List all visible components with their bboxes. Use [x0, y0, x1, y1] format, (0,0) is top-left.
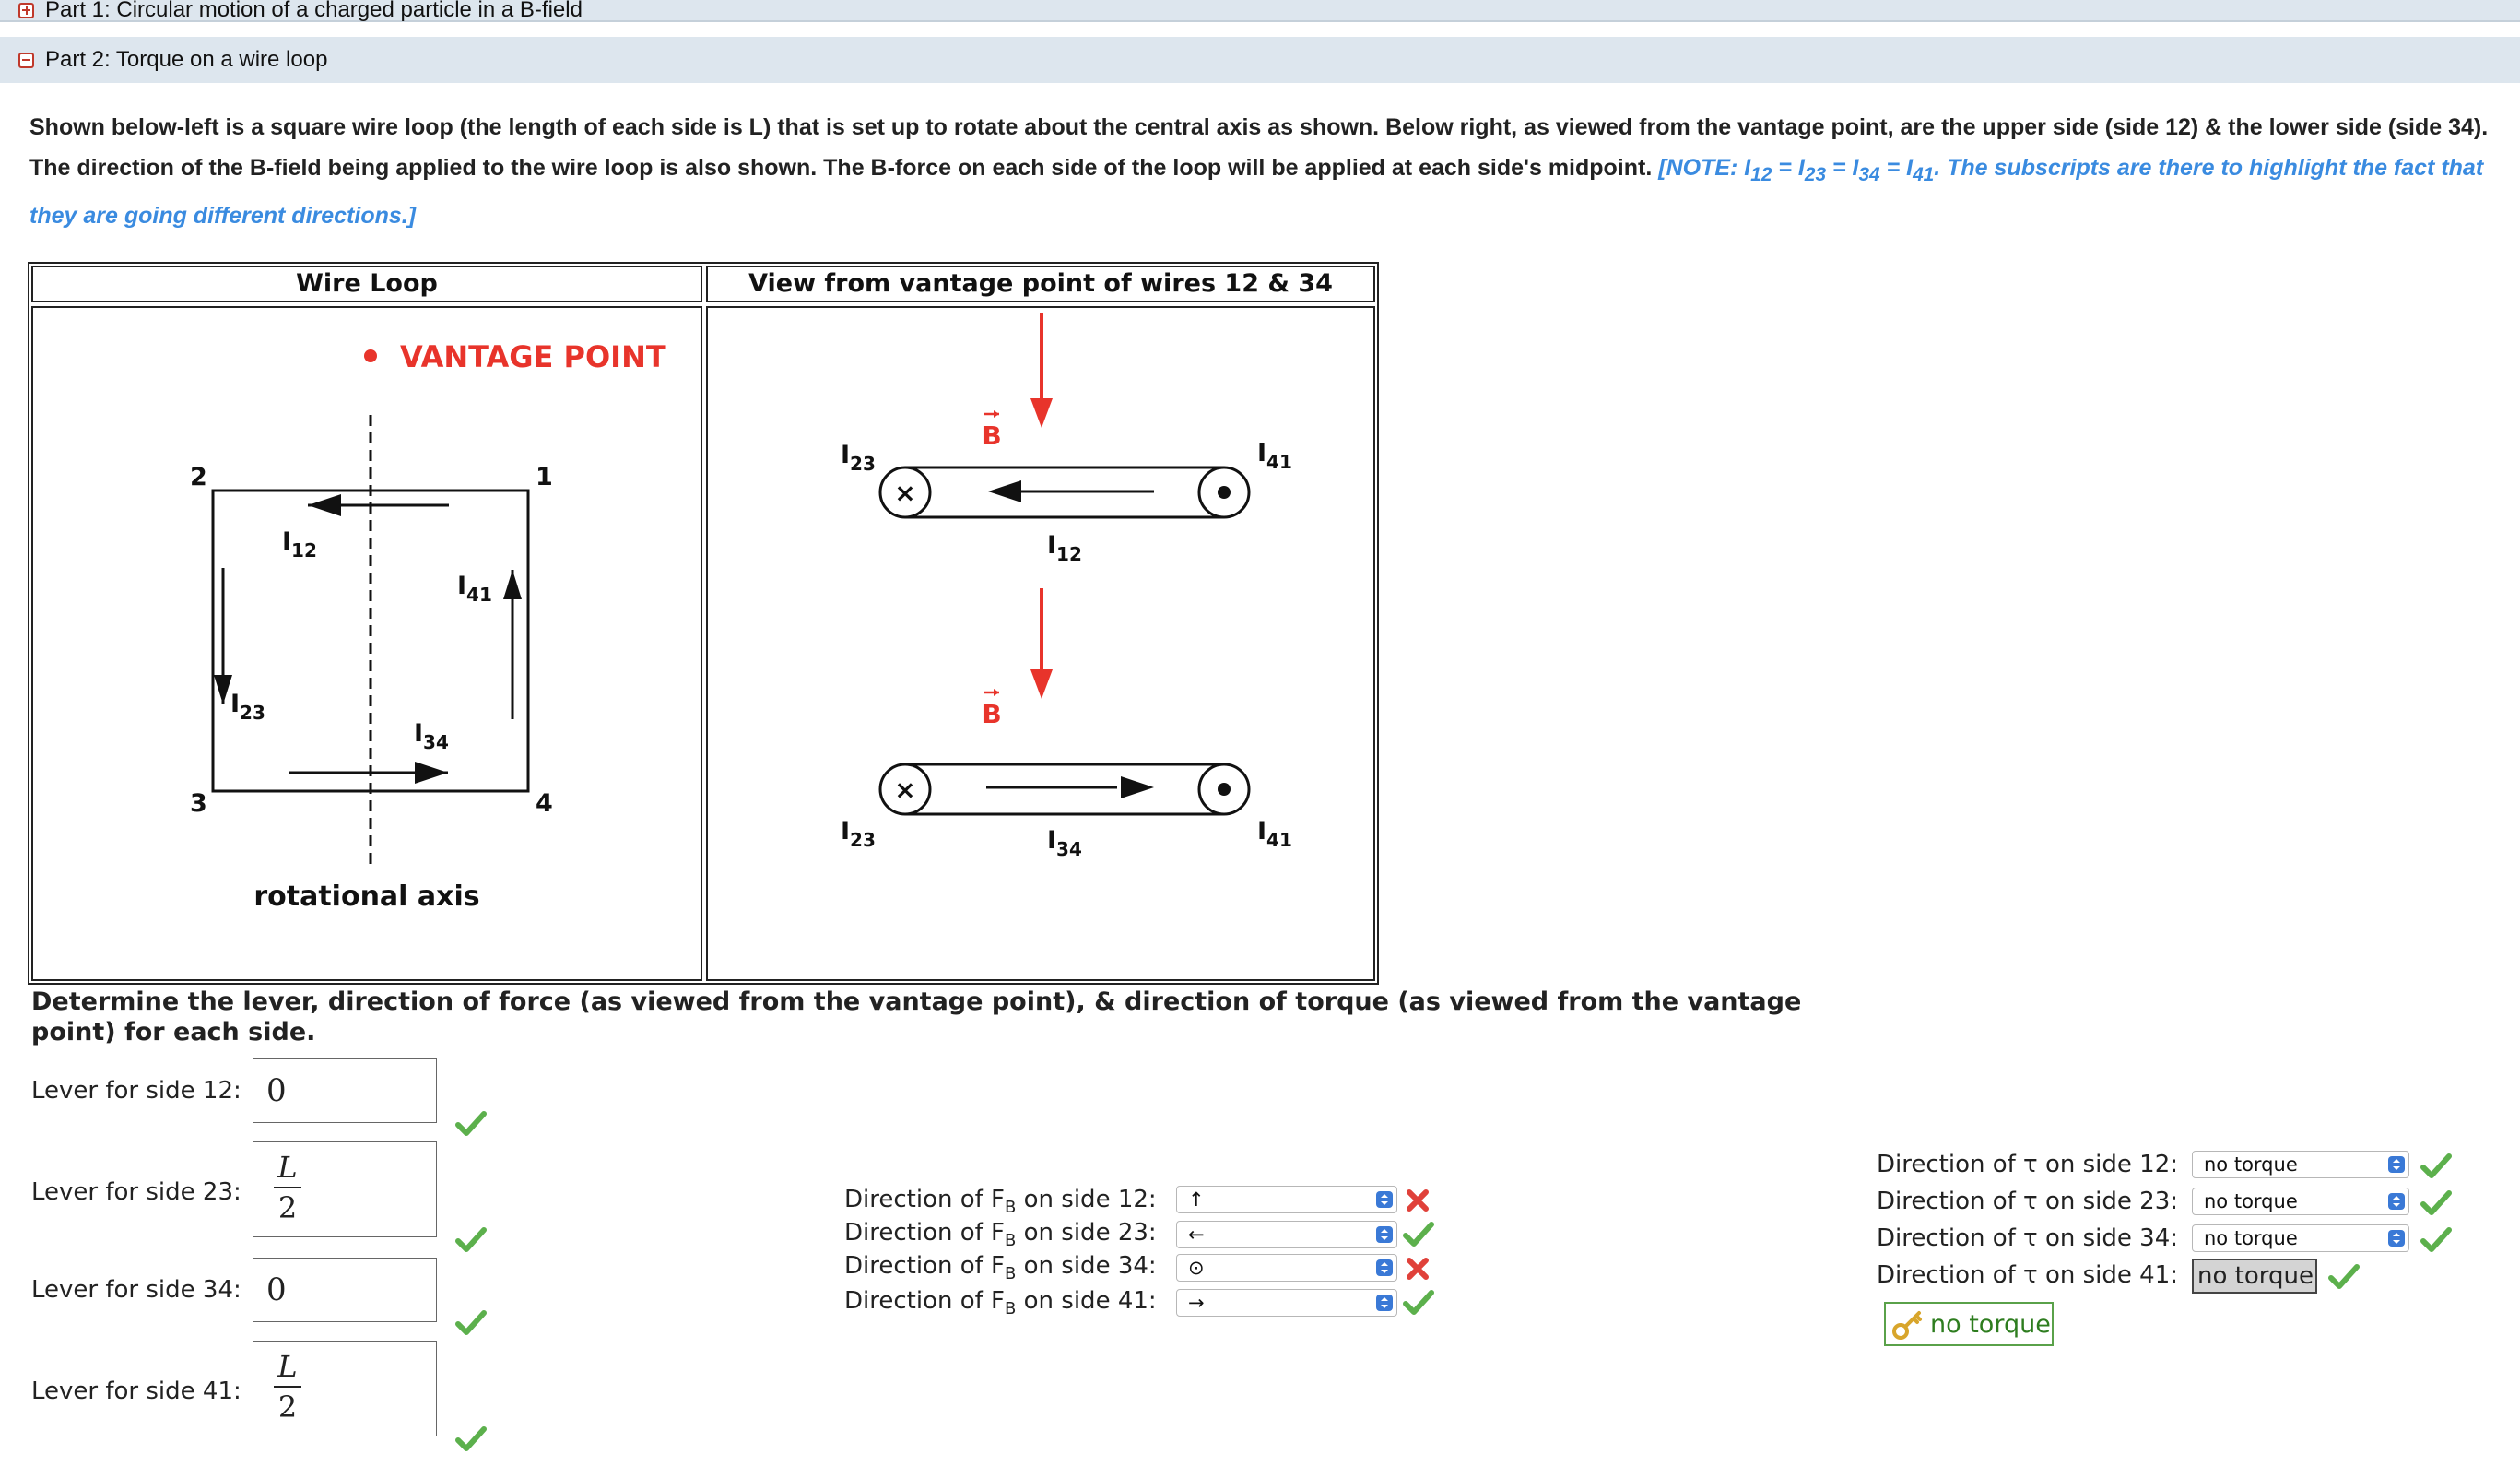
part1-header[interactable] [0, 0, 2520, 22]
lever-23-fraction: $\frac{L}{2}$ [274, 1148, 301, 1227]
cross-icon [1405, 1256, 1431, 1282]
check-icon [2420, 1189, 2452, 1217]
view-current-41-bottom: $I_{41}$ [1257, 817, 1292, 851]
part2-title: Part 2: Torque on a wire loop [45, 47, 328, 72]
torque-12-select[interactable]: no torque [2192, 1151, 2409, 1178]
current-12-label: $I_{12}$ [282, 527, 317, 562]
torque-34-select[interactable]: no torque [2192, 1224, 2409, 1252]
vantage-point-dot [364, 349, 377, 362]
current-34-label: $I_{34}$ [414, 719, 449, 753]
select-stepper-icon [1376, 1295, 1393, 1311]
select-stepper-icon [1376, 1259, 1393, 1276]
svg-text:×: × [894, 774, 916, 805]
lever-23-input[interactable] [253, 1141, 437, 1237]
view-current-23-top: $I_{23}$ [841, 441, 876, 475]
view-current-34: $I_{34}$ [1047, 826, 1082, 860]
check-icon [1403, 1221, 1434, 1248]
current-41-label: $I_{41}$ [457, 572, 492, 606]
select-stepper-icon [2388, 1230, 2405, 1247]
current-23-label: $I_{23}$ [230, 690, 265, 724]
torque-23-select[interactable]: no torque [2192, 1188, 2409, 1215]
lever-41-label: Lever for side 41: [31, 1377, 241, 1405]
force-12-select[interactable]: ↑ [1176, 1186, 1397, 1213]
torque-34-label: Direction of τ on side 34: [1877, 1224, 2178, 1252]
select-stepper-icon [2388, 1156, 2405, 1173]
torque-23-label: Direction of τ on side 23: [1877, 1188, 2178, 1215]
lever-23-label: Lever for side 23: [31, 1178, 241, 1206]
problem-statement [29, 107, 2500, 236]
wire-loop-header: Wire Loop [31, 266, 702, 302]
check-icon [455, 1110, 487, 1138]
lever-41-input[interactable] [253, 1341, 437, 1436]
check-icon [455, 1309, 487, 1337]
torque-41-label: Direction of τ on side 41: [1877, 1261, 2178, 1289]
key-icon [1891, 1307, 1925, 1341]
vantage-view-diagram [706, 306, 1375, 981]
rotational-axis-label: rotational axis [253, 881, 480, 913]
square-loop [213, 491, 528, 791]
force-12-label: Direction of $F_B$ on side 12: [844, 1186, 1157, 1218]
lever-12-value: 0 [266, 1072, 287, 1109]
force-34-label: Direction of $F_B$ on side 34: [844, 1252, 1157, 1284]
corner-2: 2 [190, 463, 207, 491]
view-current-23-bottom: $I_{23}$ [841, 817, 876, 851]
svg-text:×: × [894, 478, 916, 508]
corner-4: 4 [536, 789, 553, 818]
select-stepper-icon [1376, 1191, 1393, 1208]
lever-12-label: Lever for side 12: [31, 1077, 241, 1105]
select-stepper-icon [1376, 1226, 1393, 1243]
b-field-label-bottom: B [982, 699, 1002, 729]
view-current-12: $I_{12}$ [1047, 531, 1082, 565]
force-41-label: Direction of $F_B$ on side 41: [844, 1287, 1157, 1319]
check-icon [455, 1226, 487, 1254]
torque-12-label: Direction of τ on side 12: [1877, 1151, 2178, 1178]
check-icon [1403, 1289, 1434, 1317]
view-current-41-top: $I_{41}$ [1257, 439, 1292, 473]
force-23-label: Direction of $F_B$ on side 23: [844, 1219, 1157, 1251]
expand-icon[interactable] [18, 3, 34, 18]
lever-34-input[interactable] [253, 1258, 437, 1322]
vantage-view-header: View from vantage point of wires 12 & 34 [706, 266, 1375, 302]
lever-41-fraction: $\frac{L}{2}$ [274, 1347, 301, 1426]
figure-table [28, 262, 1379, 985]
collapse-icon[interactable] [18, 53, 34, 68]
answer-key-text: no torque [1930, 1309, 2051, 1339]
check-icon [2420, 1153, 2452, 1180]
force-23-select[interactable]: ← [1176, 1221, 1397, 1248]
check-icon [455, 1425, 487, 1453]
answer-key-box[interactable] [1884, 1302, 2054, 1346]
part2-header[interactable] [0, 37, 2520, 83]
lever-34-label: Lever for side 34: [31, 1276, 241, 1304]
vantage-point-label: VANTAGE POINT [400, 339, 666, 374]
force-41-select[interactable]: → [1176, 1289, 1397, 1317]
corner-3: 3 [190, 789, 207, 818]
check-icon [2420, 1226, 2452, 1254]
select-stepper-icon [2388, 1193, 2405, 1210]
corner-1: 1 [536, 463, 553, 491]
problem-note: [NOTE: $I_{12} = I_{23} = I_{34} = I_{41}$. The subscripts are there to highlight the fact that they are going different directions.] [29, 155, 2484, 229]
lever-34-value: 0 [266, 1271, 287, 1308]
torque-41-answer: no torque [2192, 1259, 2317, 1294]
wire-loop-diagram [31, 306, 702, 981]
cross-icon [1405, 1188, 1431, 1213]
force-34-select[interactable]: ⊙ [1176, 1254, 1397, 1282]
b-field-label-top: B [982, 420, 1002, 451]
problem-text: Shown below-left is a square wire loop (the length of each side is L) that is set up to rotate about the central axis as shown. Below right, as viewed from the vantage point, are the upper side (side 12) & the lower side (side 34). The direction of the B-field being applied to the wire loop is also shown. The B-force on each side of the loop will be applied at each side's midpoint. [29, 114, 2489, 181]
check-icon [2328, 1263, 2360, 1291]
question-text: Determine the lever, direction of force (as viewed from the vantage point), & direction of torque (as viewed from the vantage point) for each side. [31, 987, 1802, 1046]
lever-12-input[interactable] [253, 1058, 437, 1123]
part1-title: Part 1: Circular motion of a charged particle in a B-field [45, 0, 583, 22]
